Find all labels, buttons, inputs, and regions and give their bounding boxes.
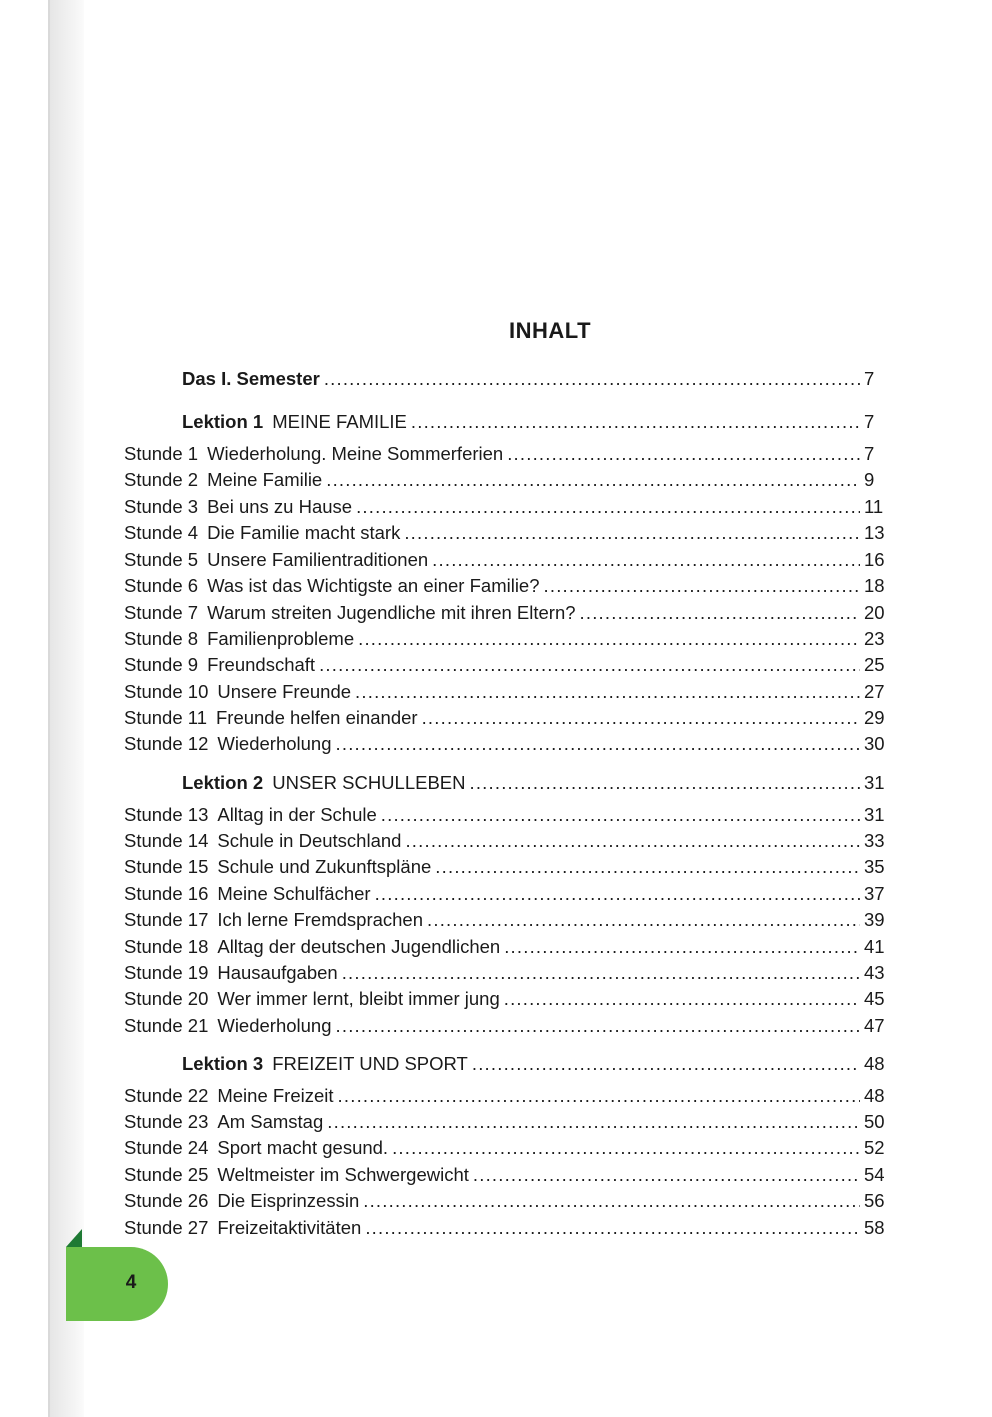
stunde-title: Familienprobleme [207, 628, 355, 649]
toc-stunde-entry[interactable] [124, 986, 886, 1012]
stunde-title: Wiederholung [217, 1015, 332, 1036]
page-ref: 43 [864, 962, 885, 983]
dot-leader [319, 652, 860, 678]
page-ref: 13 [864, 522, 885, 543]
stunde-title: Weltmeister im Schwergewicht [217, 1164, 469, 1185]
toc-stunde-entry[interactable] [124, 1215, 886, 1241]
dot-leader [472, 1051, 860, 1077]
stunde-label: Stunde 21 [124, 1015, 209, 1036]
page-ref: 41 [864, 936, 885, 957]
lektion-label: Lektion 3 [182, 1053, 264, 1074]
stunde-label: Stunde 19 [124, 962, 209, 983]
stunde-title: Alltag der deutschen Jugendlichen [217, 936, 501, 957]
page-tab-corner-decoration [66, 1229, 82, 1247]
stunde-title: Bei uns zu Hause [207, 496, 353, 517]
dot-leader [544, 573, 860, 599]
dot-leader [363, 1188, 860, 1214]
page-ref: 39 [864, 909, 885, 930]
page-ref: 45 [864, 988, 885, 1009]
toc-stunde-entry[interactable] [124, 652, 886, 678]
toc-stunde-entry[interactable] [124, 802, 886, 828]
page-ref: 25 [864, 654, 885, 675]
page-ref: 58 [864, 1217, 885, 1238]
toc-stunde-entry[interactable] [124, 881, 886, 907]
toc-stunde-entry[interactable] [124, 1013, 886, 1039]
dot-leader [355, 679, 860, 705]
stunde-label: Stunde 27 [124, 1217, 209, 1238]
dot-leader [381, 802, 860, 828]
page-ref: 33 [864, 830, 885, 851]
stunde-label: Stunde 14 [124, 830, 209, 851]
stunde-label: Stunde 13 [124, 804, 209, 825]
stunde-label: Stunde 24 [124, 1137, 209, 1158]
lektion-label: Lektion 1 [182, 411, 264, 432]
dot-leader [435, 854, 860, 880]
page-title: INHALT [508, 318, 592, 343]
dot-leader [336, 731, 860, 757]
toc-stunde-entry[interactable] [124, 907, 886, 933]
book-spine-shadow [50, 0, 84, 1417]
dot-leader [375, 881, 860, 907]
page-ref: 35 [864, 856, 885, 877]
dot-leader [404, 520, 860, 546]
stunde-title: Was ist das Wichtigste an einer Familie? [207, 575, 540, 596]
page-ref: 9 [864, 469, 875, 490]
stunde-label: Stunde 6 [124, 575, 199, 596]
page-ref: 7 [864, 443, 875, 464]
stunde-title: Warum streiten Jugendliche mit ihren Eltern? [207, 602, 576, 623]
dot-leader [342, 960, 860, 986]
stunde-label: Stunde 1 [124, 443, 199, 464]
stunde-title: Wiederholung [217, 733, 332, 754]
stunde-label: Stunde 23 [124, 1111, 209, 1132]
stunde-label: Stunde 5 [124, 549, 199, 570]
page-ref: 31 [864, 772, 885, 793]
page-ref: 23 [864, 628, 885, 649]
dot-leader [392, 1135, 860, 1161]
toc-lektion-1-heading[interactable] [182, 409, 886, 435]
toc-lektion-2-heading[interactable] [182, 770, 886, 796]
dot-leader [358, 626, 860, 652]
page-ref: 18 [864, 575, 885, 596]
toc-stunde-entry[interactable] [124, 547, 886, 573]
dot-leader [356, 494, 860, 520]
stunde-title: Meine Familie [207, 469, 323, 490]
dot-leader [473, 1162, 860, 1188]
page-ref: 31 [864, 804, 885, 825]
dot-leader [336, 1013, 860, 1039]
toc-stunde-entry[interactable] [124, 854, 886, 880]
page-ref: 7 [864, 368, 875, 389]
toc-stunde-entry[interactable] [124, 441, 886, 467]
stunde-label: Stunde 25 [124, 1164, 209, 1185]
stunde-title: Wer immer lernt, bleibt immer jung [217, 988, 500, 1009]
stunde-label: Stunde 15 [124, 856, 209, 877]
toc-stunde-entry[interactable] [124, 600, 886, 626]
toc-stunde-entry[interactable] [124, 828, 886, 854]
stunde-title: Freizeitaktivitäten [217, 1217, 362, 1238]
stunde-title: Wiederholung. Meine Sommerferien [207, 443, 504, 464]
toc-lektion-3-heading[interactable] [182, 1051, 886, 1077]
dot-leader [432, 547, 860, 573]
toc-stunde-entry[interactable] [124, 1135, 886, 1161]
dot-leader [405, 828, 860, 854]
stunde-title: Meine Schulfächer [217, 883, 371, 904]
page-ref: 52 [864, 1137, 885, 1158]
dot-leader [507, 441, 860, 467]
stunde-label: Stunde 12 [124, 733, 209, 754]
lektion-title: FREIZEIT UND SPORT [272, 1053, 468, 1074]
page-ref: 30 [864, 733, 885, 754]
stunde-title: Freunde helfen einander [215, 707, 418, 728]
dot-leader [580, 600, 860, 626]
stunde-title: Meine Freizeit [217, 1085, 334, 1106]
toc-stunde-entry[interactable] [124, 520, 886, 546]
stunde-title: Unsere Freunde [217, 681, 352, 702]
toc-stunde-entry[interactable] [124, 705, 886, 731]
dot-leader [326, 467, 860, 493]
stunde-title: Unsere Familientraditionen [207, 549, 429, 570]
page-ref: 48 [864, 1085, 885, 1106]
lektion-label: Lektion 2 [182, 772, 264, 793]
stunde-title: Sport macht gesund. [217, 1137, 389, 1158]
stunde-label: Stunde 3 [124, 496, 199, 517]
page-ref: 27 [864, 681, 885, 702]
page-number: 4 [125, 1272, 137, 1293]
stunde-label: Stunde 4 [124, 522, 199, 543]
stunde-label: Stunde 11 [124, 707, 207, 728]
toc-stunde-entry[interactable] [124, 934, 886, 960]
stunde-label: Stunde 16 [124, 883, 209, 904]
stunde-title: Hausaufgaben [217, 962, 338, 983]
page-ref: 29 [864, 707, 885, 728]
dot-leader [327, 1109, 860, 1135]
toc-stunde-entry[interactable] [124, 573, 886, 599]
toc-stunde-entry[interactable] [124, 731, 886, 757]
semester-label: Das I. Semester [182, 368, 320, 389]
toc-stunde-entry[interactable] [124, 494, 886, 520]
dot-leader [365, 1215, 860, 1241]
dot-leader [324, 366, 860, 392]
stunde-label: Stunde 2 [124, 469, 199, 490]
stunde-title: Die Eisprinzessin [217, 1190, 360, 1211]
stunde-label: Stunde 17 [124, 909, 209, 930]
toc-stunde-entry[interactable] [124, 960, 886, 986]
dot-leader [504, 934, 860, 960]
page-ref: 20 [864, 602, 885, 623]
page-ref: 48 [864, 1053, 885, 1074]
dot-leader [422, 705, 860, 731]
stunde-title: Die Familie macht stark [207, 522, 401, 543]
stunde-label: Stunde 7 [124, 602, 199, 623]
stunde-label: Stunde 26 [124, 1190, 209, 1211]
toc-semester-entry[interactable] [182, 366, 886, 392]
page-ref: 37 [864, 883, 885, 904]
toc-stunde-entry[interactable] [124, 1083, 886, 1109]
stunde-label: Stunde 20 [124, 988, 209, 1009]
stunde-label: Stunde 9 [124, 654, 199, 675]
stunde-label: Stunde 22 [124, 1085, 209, 1106]
page-ref: 56 [864, 1190, 885, 1211]
toc-stunde-entry[interactable] [124, 1188, 886, 1214]
dot-leader [338, 1083, 860, 1109]
page-ref: 16 [864, 549, 885, 570]
lektion-title: UNSER SCHULLEBEN [272, 772, 466, 793]
stunde-label: Stunde 18 [124, 936, 209, 957]
stunde-title: Freundschaft [207, 654, 316, 675]
dot-leader [427, 907, 860, 933]
stunde-label: Stunde 8 [124, 628, 199, 649]
lektion-title: MEINE FAMILIE [272, 411, 407, 432]
page-ref: 7 [864, 411, 875, 432]
page-ref: 47 [864, 1015, 885, 1036]
toc-stunde-entry[interactable] [124, 1162, 886, 1188]
toc-stunde-entry[interactable] [124, 679, 886, 705]
dot-leader [470, 770, 861, 796]
toc-stunde-entry[interactable] [124, 467, 886, 493]
toc-stunde-entry[interactable] [124, 626, 886, 652]
stunde-title: Ich lerne Fremdsprachen [217, 909, 424, 930]
stunde-title: Am Samstag [217, 1111, 324, 1132]
page-ref: 11 [864, 496, 884, 517]
page-ref: 54 [864, 1164, 885, 1185]
stunde-title: Alltag in der Schule [217, 804, 377, 825]
dot-leader [504, 986, 860, 1012]
page-ref: 50 [864, 1111, 885, 1132]
stunde-label: Stunde 10 [124, 681, 209, 702]
toc-stunde-entry[interactable] [124, 1109, 886, 1135]
stunde-title: Schule in Deutschland [217, 830, 402, 851]
stunde-title: Schule und Zukunftspläne [217, 856, 432, 877]
dot-leader [411, 409, 860, 435]
